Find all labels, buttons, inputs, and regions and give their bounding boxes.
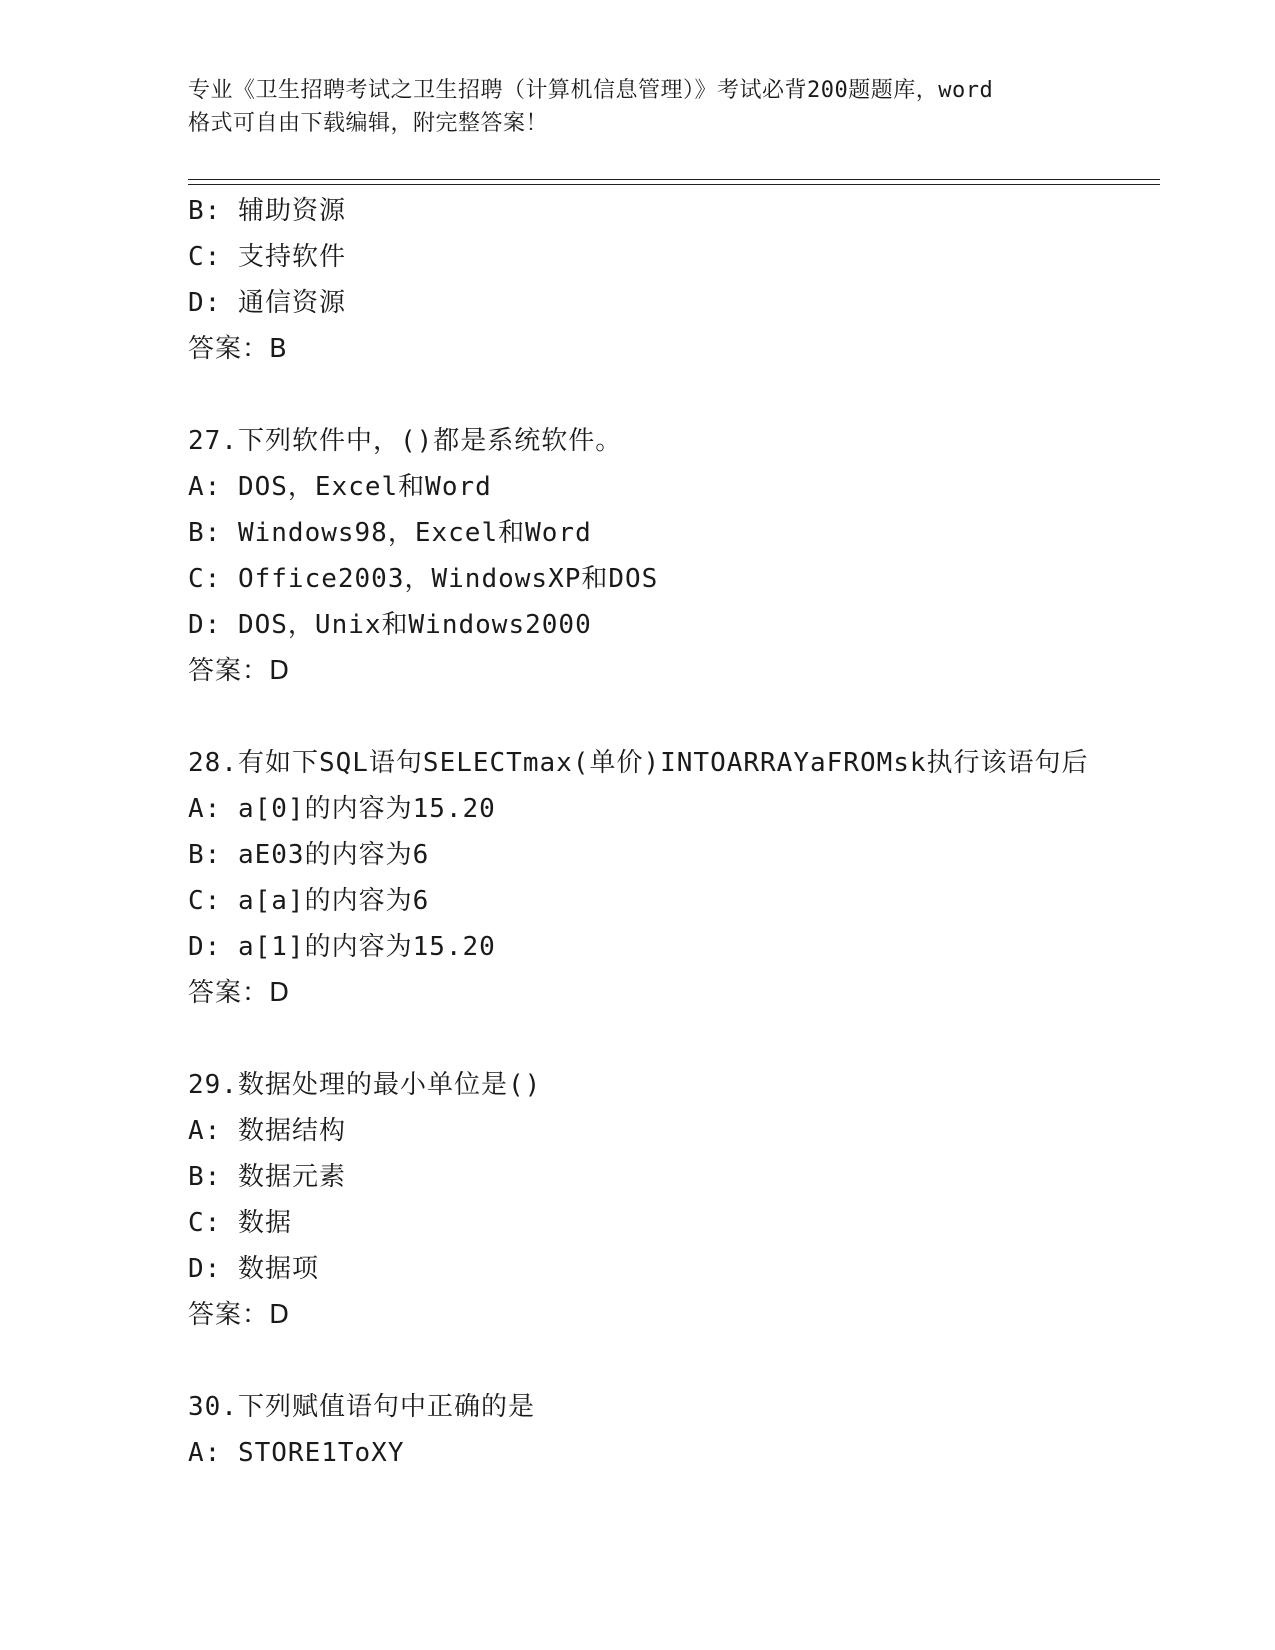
answer-line: 答案：D (188, 656, 291, 686)
spacer (188, 1338, 1188, 1384)
question-27 (188, 418, 1188, 694)
option-c: C: a[a]的内容为6 (188, 886, 430, 916)
spacer (188, 694, 1188, 740)
option-d: D: 数据项 (188, 1254, 319, 1284)
spacer (188, 372, 1188, 418)
option-d: D: 通信资源 (188, 288, 346, 318)
spacer (188, 1016, 1188, 1062)
option-b: B: 数据元素 (188, 1162, 346, 1192)
option-b: B: 辅助资源 (188, 196, 346, 226)
header-title-line-1: 专业《卫生招聘考试之卫生招聘（计算机信息管理）》考试必背200题题库，word (188, 78, 994, 103)
question-text: 29.数据处理的最小单位是() (188, 1070, 542, 1100)
question-text: 30.下列赋值语句中正确的是 (188, 1392, 535, 1422)
question-30 (188, 1384, 1188, 1476)
question-26-tail (188, 188, 1188, 372)
question-28 (188, 740, 1188, 1016)
answer-line: 答案：D (188, 978, 291, 1008)
option-c: C: 支持软件 (188, 242, 346, 272)
document-header (188, 74, 1088, 140)
option-a: A: STORE1ToXY (188, 1438, 405, 1468)
option-d: D: a[1]的内容为15.20 (188, 932, 496, 962)
answer-line: 答案：D (188, 1300, 291, 1330)
question-29 (188, 1062, 1188, 1338)
option-a: A: 数据结构 (188, 1116, 346, 1146)
option-a: A: DOS，Excel和Word (188, 472, 492, 502)
header-divider-top (188, 179, 1160, 180)
option-c: C: 数据 (188, 1208, 292, 1238)
header-title-line-2: 格式可自由下载编辑，附完整答案！ (188, 111, 549, 136)
option-c: C: Office2003，WindowsXP和DOS (188, 564, 659, 594)
answer-line: 答案：B (188, 334, 288, 364)
question-text: 28.有如下SQL语句SELECTmax(单价)INTOARRAYaFROMsk执行该语句后 (188, 748, 1089, 778)
option-a: A: a[0]的内容为15.20 (188, 794, 496, 824)
option-d: D: DOS，Unix和Windows2000 (188, 610, 592, 640)
option-b: B: Windows98，Excel和Word (188, 518, 592, 548)
option-b: B: aE03的内容为6 (188, 840, 430, 870)
question-text: 27.下列软件中，()都是系统软件。 (188, 426, 623, 456)
header-divider-bottom (188, 184, 1160, 185)
question-list (188, 188, 1188, 1476)
